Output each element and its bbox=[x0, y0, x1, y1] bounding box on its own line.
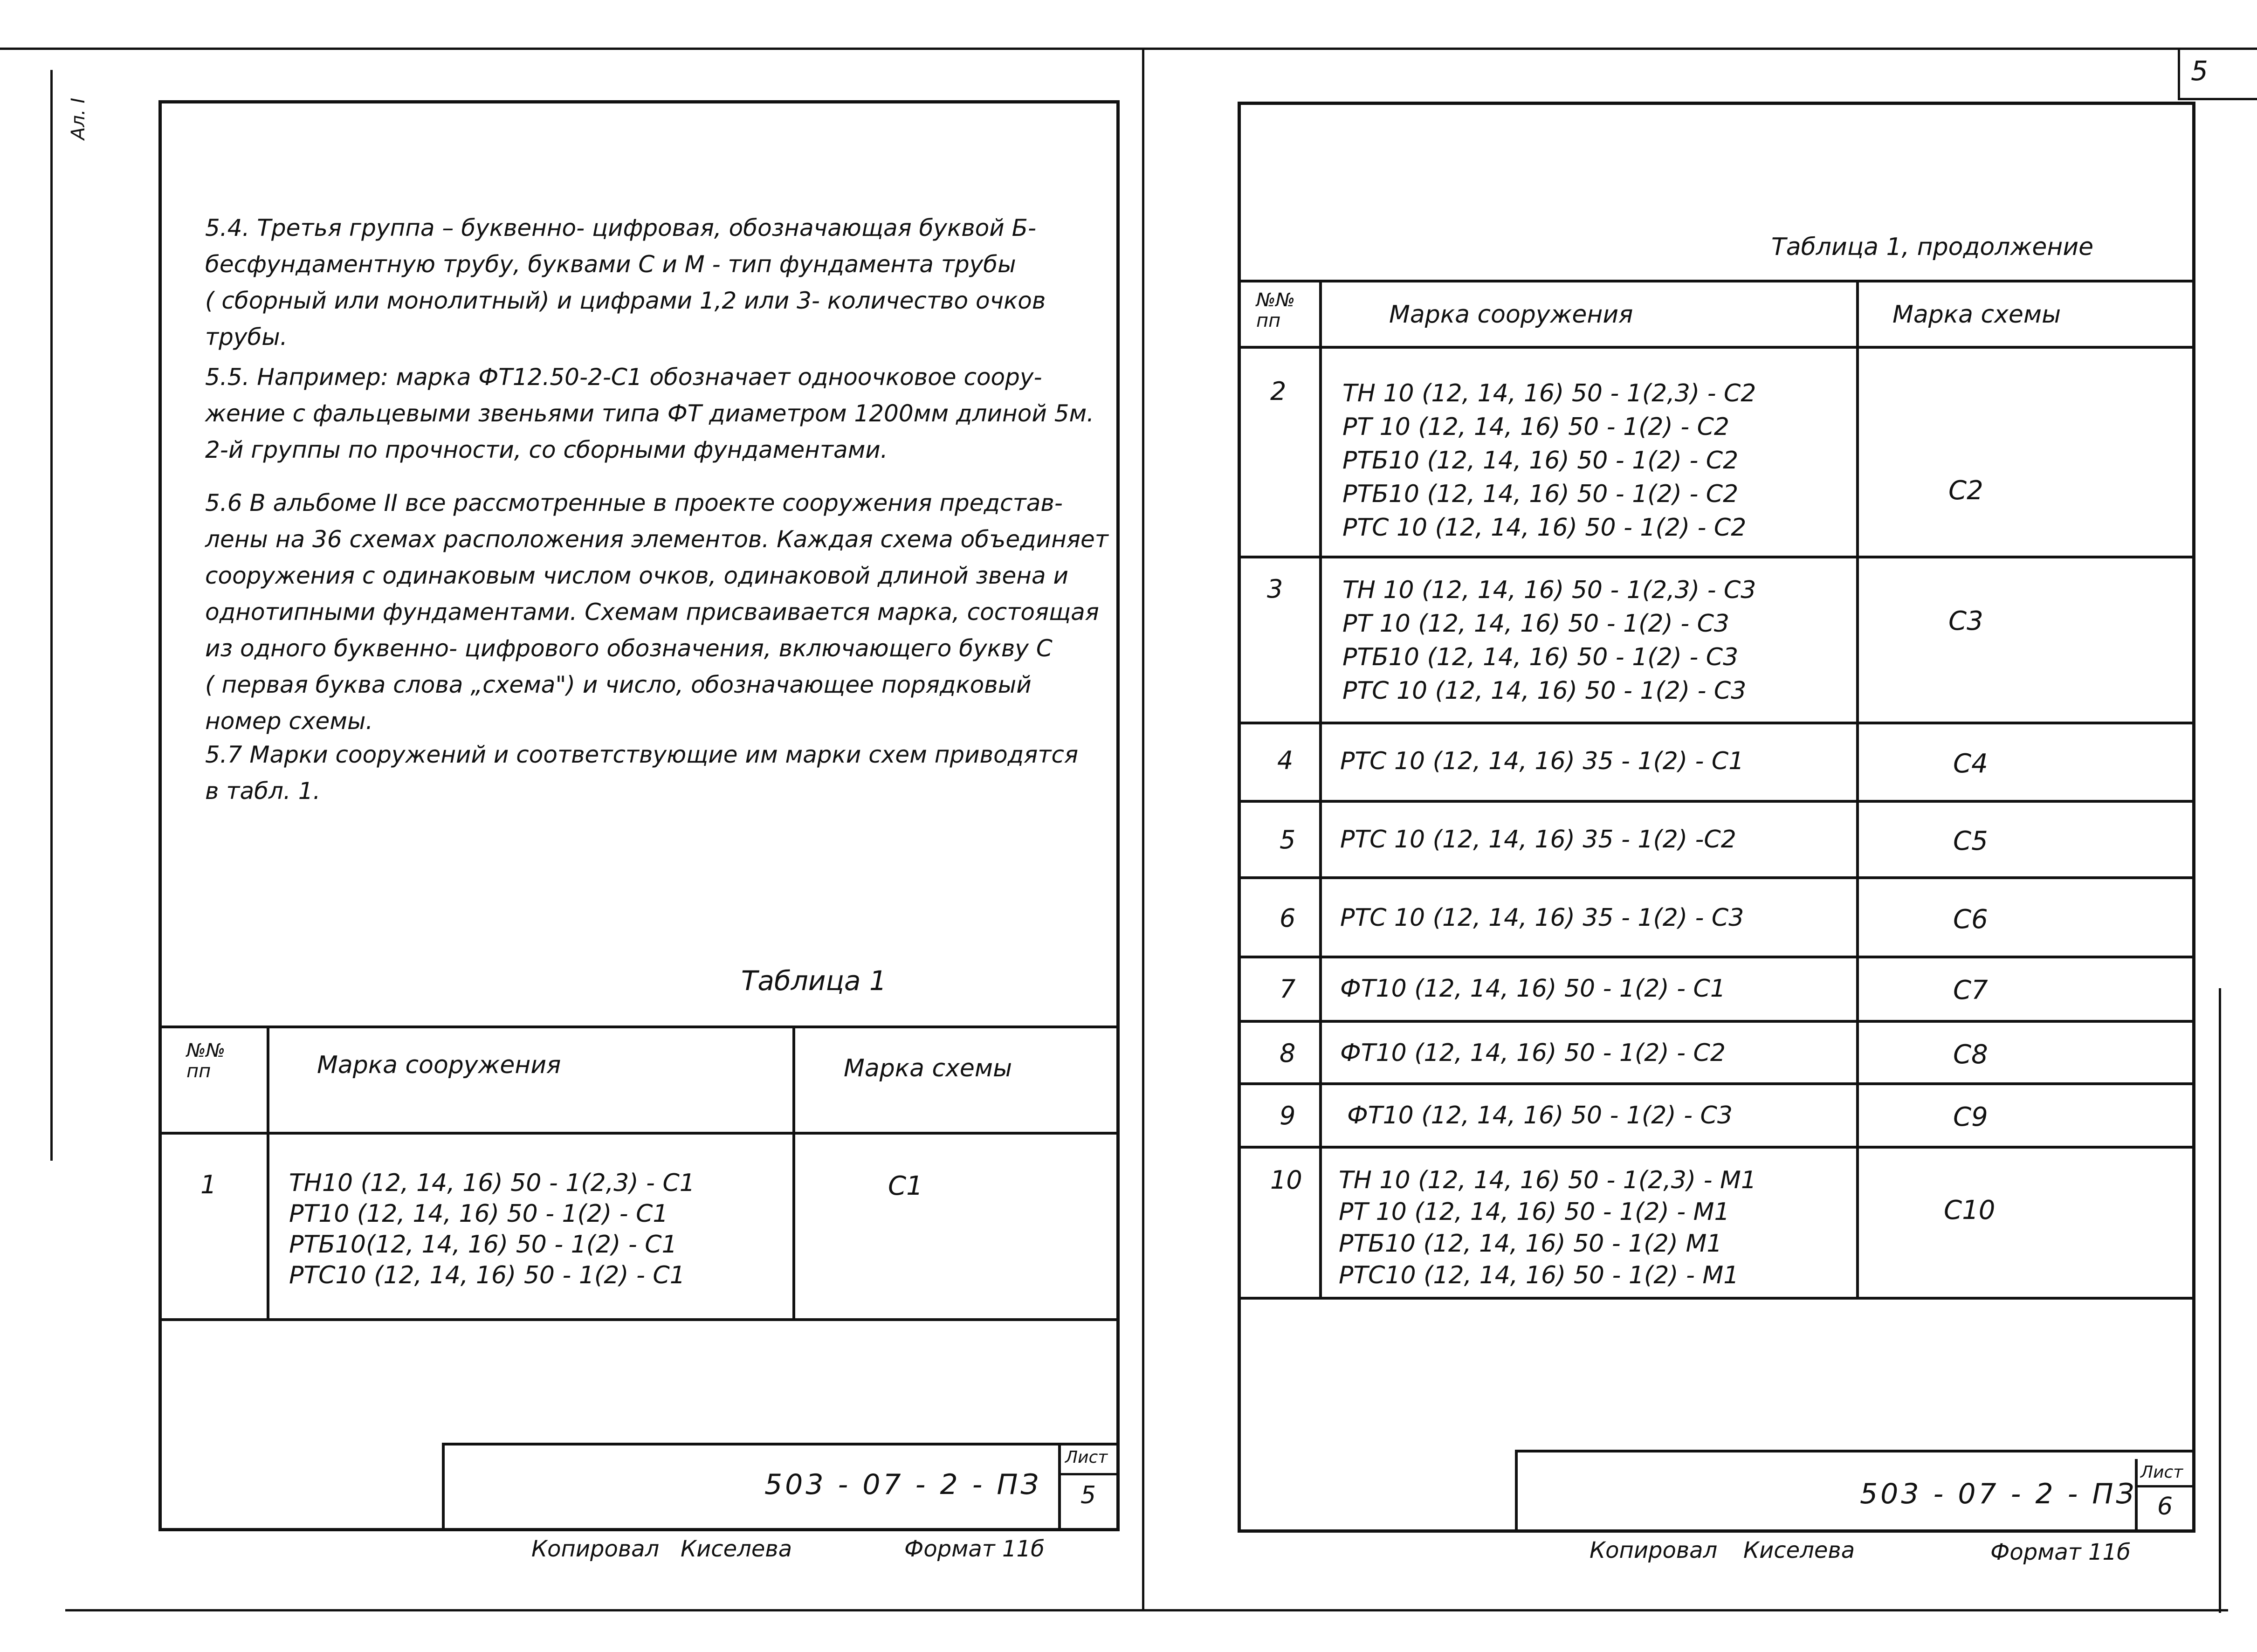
right-row2-marks: ТН 10 (12, 14, 16) 50 - 1(2,3) - С2 РТ 10 (12, 14, 16) 50 - 1(2) - С2 РТБ10 (12, 14, 16) 50 - 1(2) - С2 РТБ10 (12, 14, 16) 50 - 1(2) - С2 РТС 10 (12, 14, 16) 50 - 1(2) - С2 bbox=[1342, 379, 1756, 542]
left-footer-format: Формат 11б bbox=[904, 1536, 1045, 1562]
right-row5-num: 5 bbox=[1280, 825, 1296, 854]
right-stamp-sheet-mid bbox=[2135, 1485, 2195, 1487]
right-table-top bbox=[1238, 280, 2195, 282]
right-header-scheme-mark: Марка схемы bbox=[1892, 301, 2061, 329]
right-footer-copier: Киселева bbox=[1743, 1537, 1855, 1563]
left-table-bottom bbox=[158, 1318, 1120, 1321]
right-footer-copied-label: Копировал bbox=[1590, 1537, 1718, 1563]
left-stamp-top bbox=[442, 1443, 1120, 1446]
page-number: 5 bbox=[2191, 55, 2208, 87]
left-stamp-left bbox=[442, 1443, 445, 1531]
right-row9-bottom bbox=[1238, 1146, 2195, 1149]
margin-label: Ал. I bbox=[68, 97, 89, 140]
right-header-num: №№ пп bbox=[1256, 289, 1295, 331]
right-row6-scheme: С6 bbox=[1953, 904, 1988, 935]
table-1-continued-title: Таблица 1, продолжение bbox=[1771, 233, 2094, 261]
right-stamp-sheet-number: 6 bbox=[2157, 1493, 2173, 1521]
right-row7-scheme: С7 bbox=[1953, 975, 1988, 1005]
right-row4-scheme: С4 bbox=[1953, 749, 1988, 779]
right-row4-bottom bbox=[1238, 800, 2195, 803]
right-header-structure-mark: Марка сооружения bbox=[1389, 301, 1633, 329]
right-table-col1 bbox=[1319, 280, 1322, 1298]
right-stamp-left bbox=[1515, 1450, 1518, 1533]
right-row9-marks: ФТ10 (12, 14, 16) 50 - 1(2) - С3 bbox=[1347, 1101, 1733, 1129]
left-margin-line bbox=[50, 70, 53, 1161]
right-row7-num: 7 bbox=[1280, 974, 1296, 1004]
paragraph-5-6: 5.6 В альбоме II все рассмотренные в проекте сооружения представ- лены на 36 схемах расположения элементов. Каждая схема объединяет сооружения с одинаковым числом очков, одинаковой длиной звена и однотипными фундаментами. Схемам присваивается марка, состоящая из одного буквенно- цифрового обозначения, включающего букву С ( первая буква слова „схема") и число, обозначающее порядковый номер схемы. bbox=[205, 489, 1108, 735]
right-margin-line bbox=[2219, 988, 2221, 1613]
right-row4-num: 4 bbox=[1277, 746, 1294, 775]
paragraph-5-5: 5.5. Например: марка ФТ12.50-2-С1 обозначает одноочковое соору- жение с фальцевыми звеньями типа ФТ диаметром 1200мм длиной 5м. 2-й группы по прочности, со сборными фундаментами. bbox=[205, 364, 1094, 463]
right-row8-scheme: С8 bbox=[1953, 1039, 1988, 1070]
left-footer-copied-label: Копировал bbox=[531, 1536, 660, 1562]
left-footer-copier: Киселева bbox=[681, 1536, 792, 1562]
center-fold-line bbox=[1142, 48, 1144, 1609]
paragraph-5-4: 5.4. Третья группа – буквенно- цифровая, обозначающая буквой Б- бесфундаментную трубу, буквами С и М - тип фундамента трубы ( сборный или монолитный) и цифрами 1,2 или 3- количество очков трубы. bbox=[205, 214, 1046, 351]
right-stamp-sheet-label: Лист bbox=[2140, 1463, 2183, 1482]
right-row9-num: 9 bbox=[1280, 1101, 1296, 1130]
right-row5-scheme: С5 bbox=[1953, 826, 1988, 856]
page-number-box-bottom bbox=[2178, 98, 2257, 100]
right-row3-scheme: С3 bbox=[1948, 606, 1983, 636]
right-row3-marks: ТН 10 (12, 14, 16) 50 - 1(2,3) - С3 РТ 10 (12, 14, 16) 50 - 1(2) - С3 РТБ10 (12, 14, 16) 50 - 1(2) - С3 РТС 10 (12, 14, 16) 50 - 1(2) - С3 bbox=[1342, 576, 1756, 705]
right-stamp-top bbox=[1515, 1450, 2195, 1452]
left-stamp-sheet-left bbox=[1058, 1443, 1061, 1531]
right-row6-num: 6 bbox=[1280, 903, 1296, 933]
left-table-header-bottom bbox=[158, 1132, 1120, 1135]
right-footer-format: Формат 11б bbox=[1990, 1539, 2131, 1565]
right-row2-bottom bbox=[1238, 556, 2195, 558]
right-row2-num: 2 bbox=[1270, 377, 1287, 406]
right-row5-bottom bbox=[1238, 876, 2195, 879]
left-table-col2 bbox=[792, 1026, 795, 1319]
left-header-scheme-mark: Марка схемы bbox=[844, 1054, 1012, 1082]
left-row1-scheme: С1 bbox=[888, 1171, 923, 1201]
right-row6-bottom bbox=[1238, 956, 2195, 958]
right-row10-num: 10 bbox=[1270, 1165, 1302, 1195]
left-header-structure-mark: Марка сооружения bbox=[317, 1051, 561, 1079]
bottom-rule bbox=[65, 1609, 2228, 1611]
left-stamp-doc-number: 503 - 07 - 2 - ПЗ bbox=[764, 1468, 1042, 1501]
right-row7-bottom bbox=[1238, 1020, 2195, 1023]
left-stamp-sheet-mid bbox=[1058, 1473, 1120, 1475]
right-row3-bottom bbox=[1238, 722, 2195, 724]
right-row8-num: 8 bbox=[1280, 1039, 1296, 1068]
right-table-col2 bbox=[1856, 280, 1859, 1298]
right-row8-bottom bbox=[1238, 1082, 2195, 1085]
table-1-title: Таблица 1 bbox=[741, 965, 887, 997]
right-row9-scheme: С9 bbox=[1953, 1102, 1988, 1132]
top-rule bbox=[0, 48, 2257, 50]
left-table-col1 bbox=[267, 1026, 269, 1319]
page-number-box-left bbox=[2178, 48, 2180, 100]
right-row6-marks: РТС 10 (12, 14, 16) 35 - 1(2) - С3 bbox=[1340, 904, 1744, 932]
left-stamp-sheet-label: Лист bbox=[1065, 1448, 1108, 1467]
right-row10-bottom bbox=[1238, 1297, 2195, 1300]
right-row10-marks: ТН 10 (12, 14, 16) 50 - 1(2,3) - М1 РТ 10 (12, 14, 16) 50 - 1(2) - М1 РТБ10 (12, 14, 16) 50 - 1(2) М1 РТС10 (12, 14, 16) 50 - 1(2) - М1 bbox=[1339, 1166, 1756, 1289]
left-row1-num: 1 bbox=[200, 1170, 217, 1199]
right-row10-scheme: С10 bbox=[1944, 1195, 1996, 1225]
right-table-header-bottom bbox=[1238, 346, 2195, 349]
left-header-num: №№ пп bbox=[186, 1040, 226, 1082]
right-row2-scheme: С2 bbox=[1948, 475, 1983, 506]
right-row7-marks: ФТ10 (12, 14, 16) 50 - 1(2) - С1 bbox=[1340, 975, 1726, 1003]
left-row1-marks: ТН10 (12, 14, 16) 50 - 1(2,3) - С1 РТ10 (12, 14, 16) 50 - 1(2) - С1 РТБ10(12, 14, 16) 50 - 1(2) - С1 РТС10 (12, 14, 16) 50 - 1(2) - С1 bbox=[289, 1169, 695, 1289]
right-row8-marks: ФТ10 (12, 14, 16) 50 - 1(2) - С2 bbox=[1340, 1039, 1726, 1067]
right-stamp-doc-number: 503 - 07 - 2 - ПЗ bbox=[1860, 1478, 2137, 1510]
left-table-top bbox=[158, 1026, 1120, 1028]
left-stamp-sheet-number: 5 bbox=[1080, 1481, 1096, 1509]
paragraph-5-7: 5.7 Марки сооружений и соответствующие им марки схем приводятся в табл. 1. bbox=[205, 741, 1079, 805]
right-row5-marks: РТС 10 (12, 14, 16) 35 - 1(2) -С2 bbox=[1340, 826, 1736, 854]
right-row4-marks: РТС 10 (12, 14, 16) 35 - 1(2) - С1 bbox=[1340, 747, 1744, 775]
right-row3-num: 3 bbox=[1267, 574, 1283, 604]
